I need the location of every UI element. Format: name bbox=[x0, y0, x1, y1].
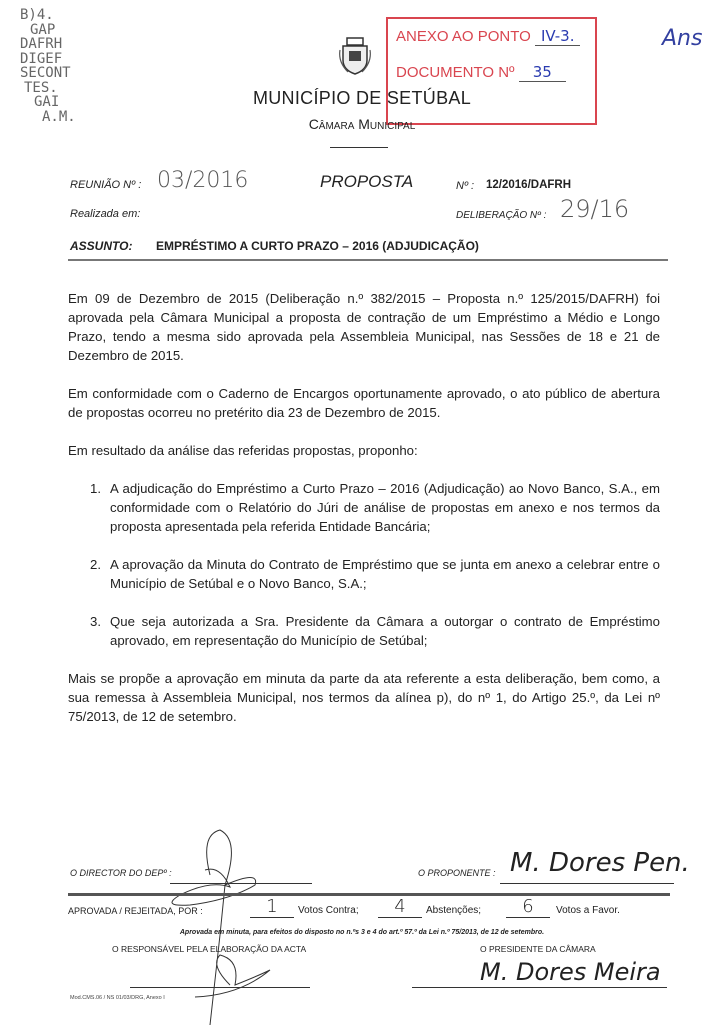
chamber-subtitle: Câmara Municipal bbox=[308, 116, 416, 132]
votos-contra-label: Votos Contra; bbox=[298, 905, 359, 916]
proponente-label: O PROPONENTE : bbox=[418, 868, 496, 878]
municipal-crest-icon bbox=[338, 36, 372, 76]
item-text: A adjudicação do Empréstimo a Curto Prazo – 2016 (Adjudicação) ao Novo Banco, S.A., em conformidade com o Relatório do Júri de análise de propostas em anexo e nos termos da proposta apresentada pela referida Entidade Bancária; bbox=[110, 481, 660, 534]
handwritten-routing-notes bbox=[20, 8, 76, 124]
item-number: 3. bbox=[90, 614, 101, 629]
realizada-label: Realizada em: bbox=[70, 208, 141, 220]
title-divider bbox=[330, 147, 388, 148]
routing-note: SECONT bbox=[20, 65, 71, 81]
proponente-signature-line bbox=[500, 883, 674, 884]
item-number: 1. bbox=[90, 481, 101, 496]
closing-paragraph: Mais se propõe a aprovação em minuta da parte da ata referente a esta deliberação, bem como, a sua remessa à Assembleia Municipal, nos termos da alínea p), do nº 1, do Artigo 25.º, da Lei nº 75/2013, de 12 de setembro. bbox=[68, 671, 660, 724]
paragraph: Em conformidade com o Caderno de Encargos oportunamente aprovado, o ato público de abertura de propostas ocorreu no pretérito dia 23 de Dezembro de 2015. bbox=[68, 386, 660, 420]
reuniao-value: 03/2016 bbox=[157, 168, 249, 193]
votos-favor-value: 6 bbox=[506, 896, 550, 918]
director-label: O DIRECTOR DO DEPº : bbox=[70, 868, 172, 878]
routing-note: TES. bbox=[24, 79, 58, 96]
routing-note: GAP bbox=[30, 21, 56, 38]
list-item bbox=[68, 555, 660, 593]
paragraph: Em 09 de Dezembro de 2015 (Deliberação n.º 382/2015 – Proposta n.º 125/2015/DAFRH) foi aprovada pela Câmara Municipal a proposta de contração de um Empréstimo a Médio e Longo Prazo, tendo a mesma sido aprovada pela Assembleia Municipal, nas Sessões de 18 e 21 de Dezembro de 2015. bbox=[68, 291, 660, 363]
assunto-value: EMPRÉSTIMO A CURTO PRAZO – 2016 (ADJUDICAÇÃO) bbox=[156, 239, 479, 253]
stamp-label: ANEXO AO PONTO bbox=[396, 28, 531, 45]
routing-note: A.M. bbox=[42, 108, 76, 125]
responsavel-signature-line bbox=[130, 987, 310, 988]
aprovada-label: APROVADA / REJEITADA, POR : bbox=[68, 906, 203, 916]
form-code: Mod.CMS.06 / NS 01/03/DRG, Anexo I bbox=[70, 995, 165, 1001]
routing-note: DAFRH bbox=[20, 36, 63, 52]
municipality-title: MUNICÍPIO DE SETÚBAL bbox=[252, 88, 472, 108]
stamp-point-value: IV-3. bbox=[535, 27, 581, 46]
routing-note: GAI bbox=[34, 94, 60, 110]
presidente-signature-line bbox=[412, 987, 667, 988]
minuta-note: Aprovada em minuta, para efeitos do disposto no n.ºs 3 e 4 do art.º 57.º da Lei n.º 75/2013, de 12 de setembro. bbox=[179, 929, 545, 936]
numero-value: 12/2016/DAFRH bbox=[486, 179, 572, 191]
footer-divider bbox=[68, 893, 670, 896]
director-signature bbox=[150, 825, 300, 1025]
abstencoes-value: 4 bbox=[378, 896, 422, 918]
proposta-heading: PROPOSTA bbox=[320, 172, 414, 191]
assunto-label: ASSUNTO: bbox=[70, 239, 133, 253]
item-text: A aprovação da Minuta do Contrato de Empréstimo que se junta em anexo a celebrar entre o Município de Setúbal e o Novo Banco, S.A.; bbox=[110, 557, 660, 591]
subject-divider bbox=[68, 259, 668, 261]
reuniao-label: REUNIÃO Nº : bbox=[70, 179, 142, 191]
votos-contra-value: 1 bbox=[250, 896, 294, 918]
item-text: Que seja autorizada a Sra. Presidente da Câmara a outorgar o contrato de Empréstimo aprovado, em representação do Município de Setúbal; bbox=[110, 614, 660, 648]
deliberacao-value: 29/16 bbox=[560, 195, 630, 223]
list-item bbox=[68, 479, 660, 536]
item-number: 2. bbox=[90, 557, 101, 572]
votos-favor-label: Votos a Favor. bbox=[556, 905, 620, 916]
routing-note: DIGEF bbox=[20, 50, 63, 67]
paragraph: Em resultado da análise das referidas propostas, proponho: bbox=[68, 443, 418, 458]
proponente-signature: M. Dores Pen. bbox=[510, 848, 690, 878]
presidente-signature: M. Dores Meira bbox=[480, 958, 661, 986]
stamp-label: DOCUMENTO Nº bbox=[396, 64, 515, 81]
presidente-label: O PRESIDENTE DA CÂMARA bbox=[480, 944, 596, 954]
deliberacao-label: DELIBERAÇÃO Nº : bbox=[456, 210, 547, 221]
proposal-body bbox=[68, 289, 660, 745]
abstencoes-label: Abstenções; bbox=[426, 905, 482, 916]
handwritten-initials: Ans bbox=[662, 26, 703, 51]
numero-label: Nº : bbox=[456, 180, 475, 192]
stamp-document-value: 35 bbox=[519, 63, 566, 82]
responsavel-label: O RESPONSÁVEL PELA ELABORAÇÃO DA ACTA bbox=[112, 944, 307, 954]
list-item bbox=[68, 612, 660, 650]
routing-note: B)4. bbox=[20, 7, 54, 23]
